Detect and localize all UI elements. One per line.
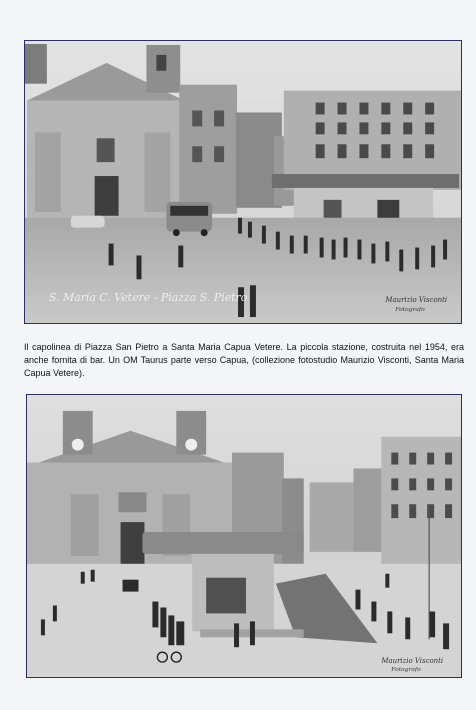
photographer-signature: Maurizio Visconti (385, 296, 448, 305)
photo-inscription: S. Maria C. Vetere - Piazza S. Pietro (48, 291, 248, 305)
photo-caption: Il capolinea di Piazza San Pietro a Santa Maria Capua Vetere. La piccola stazione, costruita nel 1954, era anche fornita di bar. Un OM Taurus parte verso Capua, (collezione fotostudio Maurizio Visconti, Santa Maria Capua Vetere). (24, 342, 464, 378)
om-taurus-bus (166, 202, 212, 236)
photo-2-image (27, 395, 461, 677)
photographer-signature-sub: Fotografo (391, 666, 421, 674)
photographer-signature: Maurizio Visconti (381, 657, 444, 666)
right-buildings (381, 437, 461, 576)
photo-1-image (25, 41, 461, 323)
photographer-signature-sub: Fotografo (395, 306, 425, 314)
photo-piazza-with-kiosk (26, 394, 462, 678)
photo-piazza-san-pietro-bus-terminal (24, 40, 462, 324)
